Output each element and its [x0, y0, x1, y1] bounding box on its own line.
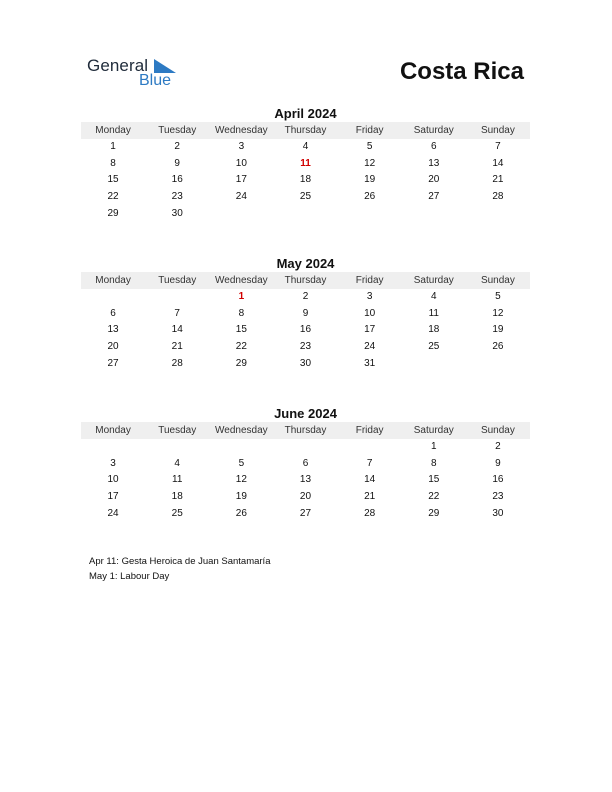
- weekday-header-row: [81, 422, 530, 439]
- weekday-header-row: [81, 122, 530, 139]
- logo-text-general: General: [87, 56, 149, 75]
- week-row: [81, 322, 530, 339]
- day-cell: 26: [235, 507, 247, 519]
- day-cell: 27: [428, 191, 440, 203]
- weekday-header: Friday: [355, 275, 384, 286]
- day-cell: [145, 439, 209, 456]
- week-row: [81, 356, 530, 373]
- day-cell: 4: [302, 141, 309, 152]
- weekday-header: Wednesday: [215, 275, 268, 286]
- day-cell: 29: [107, 207, 119, 219]
- day-cell: 13: [428, 157, 440, 169]
- holiday-note: Apr 11: Gesta Heroica de Juan Santamaría: [89, 556, 271, 567]
- day-cell: 14: [492, 157, 504, 169]
- day-cell: 15: [235, 324, 247, 336]
- day-cell: 21: [492, 174, 504, 186]
- weekday-header: Thursday: [284, 125, 327, 136]
- week-row: [81, 506, 530, 523]
- day-cell: 6: [302, 457, 309, 469]
- week-row: [81, 339, 530, 356]
- weekday-header: Friday: [355, 425, 384, 436]
- week-row: [81, 472, 530, 489]
- logo-triangle-icon: [154, 59, 176, 73]
- day-cell: 21: [364, 491, 376, 503]
- day-cell: 10: [364, 307, 376, 319]
- month-calendar-june: [81, 406, 530, 522]
- day-cell: 7: [174, 307, 180, 319]
- holiday-day-cell: 1: [238, 291, 245, 302]
- day-cell: [273, 439, 337, 456]
- day-cell: [402, 206, 466, 223]
- day-cell: 30: [171, 207, 183, 219]
- day-cell: 31: [364, 357, 376, 369]
- day-cell: 6: [110, 307, 116, 319]
- day-cell: 13: [299, 474, 312, 486]
- day-cell: [338, 439, 402, 456]
- day-cell: 5: [495, 291, 501, 302]
- day-cell: 11: [428, 307, 439, 319]
- day-cell: 25: [171, 507, 183, 519]
- day-cell: 24: [364, 341, 376, 353]
- day-cell: 17: [364, 324, 376, 336]
- day-cell: 17: [107, 491, 119, 503]
- day-cell: 22: [235, 341, 247, 353]
- day-cell: 24: [235, 191, 247, 203]
- day-cell: 19: [235, 491, 247, 503]
- day-cell: 3: [366, 291, 373, 302]
- day-cell: 16: [171, 174, 183, 186]
- country-title: Costa Rica: [399, 58, 524, 85]
- month-title: June 2024: [274, 406, 337, 421]
- day-cell: 12: [235, 474, 247, 486]
- weekday-header: Thursday: [284, 425, 327, 436]
- day-cell: 9: [302, 307, 309, 319]
- weekday-header: Saturday: [413, 125, 454, 136]
- day-cell: 25: [299, 191, 312, 203]
- weekday-header: Wednesday: [215, 125, 268, 136]
- weekday-header: Tuesday: [158, 425, 197, 436]
- day-cell: 22: [107, 191, 119, 203]
- day-cell: 28: [171, 357, 183, 369]
- day-cell: 4: [430, 291, 437, 302]
- holiday-notes: [89, 555, 270, 584]
- week-row: [81, 189, 530, 206]
- weekday-header: Tuesday: [158, 275, 197, 286]
- day-cell: 15: [428, 474, 440, 486]
- weekday-header: Saturday: [413, 275, 454, 286]
- weekday-header: Sunday: [480, 125, 515, 136]
- day-cell: [81, 439, 145, 456]
- day-cell: 27: [107, 357, 119, 369]
- day-cell: 23: [171, 191, 183, 203]
- day-cell: 4: [174, 457, 180, 469]
- day-cell: 1: [110, 141, 116, 152]
- day-cell: 3: [110, 457, 116, 469]
- day-cell: 30: [299, 357, 312, 369]
- day-cell: 7: [366, 457, 373, 469]
- day-cell: 2: [174, 141, 180, 152]
- day-cell: [338, 206, 402, 223]
- day-cell: [466, 356, 530, 373]
- day-cell: 5: [238, 457, 245, 469]
- week-row: [81, 489, 530, 506]
- generalblue-logo: [87, 56, 187, 92]
- day-cell: 7: [495, 141, 501, 152]
- week-row: [81, 289, 530, 306]
- weekday-header: Sunday: [480, 275, 515, 286]
- day-cell: 9: [495, 457, 501, 469]
- day-cell: 18: [428, 324, 440, 336]
- weekday-header: Monday: [95, 275, 131, 286]
- day-cell: 16: [299, 324, 312, 336]
- day-cell: 23: [492, 491, 504, 503]
- weekday-header: Sunday: [480, 425, 515, 436]
- holiday-note: May 1: Labour Day: [89, 570, 170, 582]
- day-cell: [273, 206, 337, 223]
- day-cell: 11: [172, 474, 183, 486]
- day-cell: [81, 289, 145, 306]
- day-cell: 13: [107, 324, 119, 336]
- day-cell: 5: [366, 141, 373, 152]
- day-cell: 6: [430, 141, 437, 152]
- month-calendar-may: [81, 256, 530, 372]
- day-cell: 2: [302, 291, 309, 302]
- day-cell: 16: [492, 474, 504, 486]
- weekday-header: Monday: [95, 125, 131, 136]
- day-cell: 2: [495, 441, 501, 452]
- day-cell: 20: [428, 174, 440, 186]
- month-calendar-april: [81, 106, 530, 222]
- day-cell: 18: [171, 491, 183, 503]
- holiday-day-cell: 11: [300, 157, 311, 169]
- month-title: May 2024: [276, 256, 335, 271]
- day-cell: 24: [107, 507, 119, 519]
- day-cell: 26: [364, 191, 376, 203]
- day-cell: 20: [107, 341, 119, 353]
- day-cell: 15: [107, 174, 119, 186]
- week-row: [81, 439, 530, 456]
- day-cell: 28: [364, 507, 376, 519]
- day-cell: 12: [492, 307, 504, 319]
- day-cell: 8: [110, 157, 116, 169]
- day-cell: 10: [107, 474, 119, 486]
- day-cell: [209, 206, 273, 223]
- week-row: [81, 206, 530, 223]
- day-cell: 27: [299, 507, 312, 519]
- week-row: [81, 456, 530, 473]
- day-cell: 22: [428, 491, 440, 503]
- week-row: [81, 139, 530, 156]
- day-cell: 19: [492, 324, 504, 336]
- day-cell: 12: [364, 157, 376, 169]
- day-cell: 29: [428, 507, 440, 519]
- day-cell: 21: [171, 341, 183, 353]
- weekday-header: Monday: [95, 425, 131, 436]
- day-cell: 10: [235, 157, 247, 169]
- day-cell: 29: [235, 357, 247, 369]
- day-cell: 19: [364, 174, 376, 186]
- day-cell: 8: [238, 307, 245, 319]
- weekday-header: Wednesday: [215, 425, 268, 436]
- logo-text-blue: Blue: [139, 72, 172, 89]
- weekday-header: Thursday: [284, 275, 327, 286]
- weekday-header-row: [81, 272, 530, 289]
- day-cell: 14: [364, 474, 376, 486]
- day-cell: 17: [235, 174, 247, 186]
- day-cell: [145, 289, 209, 306]
- day-cell: 3: [238, 141, 245, 152]
- week-row: [81, 156, 530, 173]
- day-cell: [402, 356, 466, 373]
- day-cell: 1: [430, 441, 437, 452]
- day-cell: 30: [492, 507, 504, 519]
- day-cell: 20: [299, 491, 312, 503]
- day-cell: 25: [428, 341, 440, 353]
- month-title: April 2024: [274, 106, 337, 121]
- week-row: [81, 172, 530, 189]
- day-cell: 26: [492, 341, 504, 353]
- day-cell: 9: [174, 157, 180, 169]
- day-cell: 18: [299, 174, 312, 186]
- day-cell: [466, 206, 530, 223]
- day-cell: 28: [492, 191, 504, 203]
- day-cell: 8: [430, 457, 437, 469]
- day-cell: [209, 439, 273, 456]
- weekday-header: Friday: [355, 125, 384, 136]
- week-row: [81, 306, 530, 323]
- weekday-header: Saturday: [413, 425, 454, 436]
- day-cell: 14: [171, 324, 183, 336]
- day-cell: 23: [299, 341, 312, 353]
- weekday-header: Tuesday: [158, 125, 197, 136]
